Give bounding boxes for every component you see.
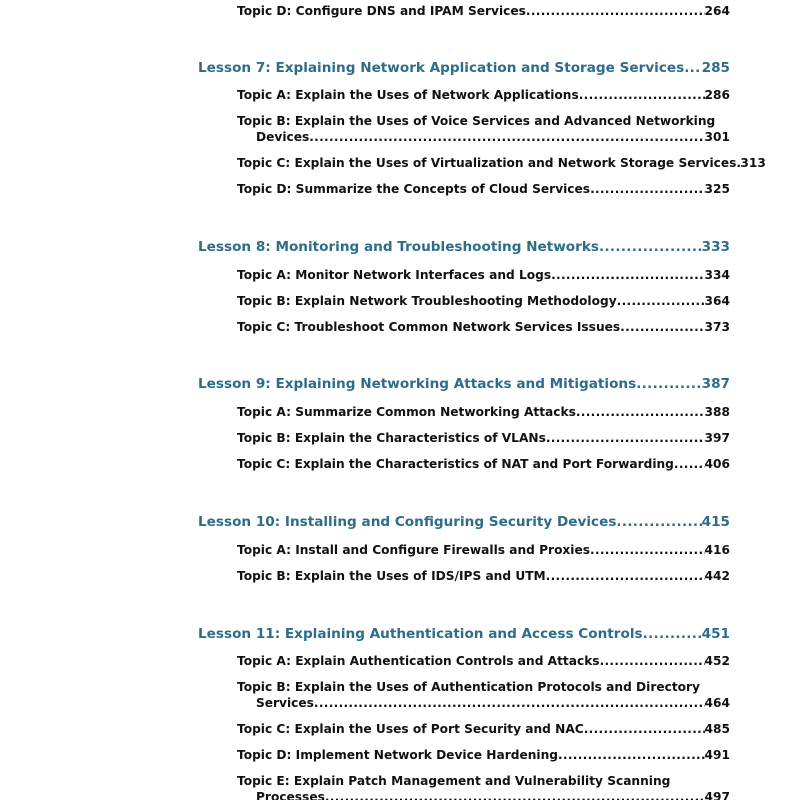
leader-dots xyxy=(309,129,704,145)
toc-lesson[interactable] xyxy=(198,626,730,642)
topic-title: Topic B: Explain the Characteristics of VLANs xyxy=(237,431,546,445)
topic-title: Topic C: Explain the Uses of Virtualization and Network Storage Services xyxy=(237,156,737,170)
leader-dots xyxy=(636,376,701,392)
page-number: 373 xyxy=(704,320,730,334)
toc-topic[interactable] xyxy=(237,87,730,103)
leader-dots xyxy=(684,60,701,76)
page-number: 301 xyxy=(704,130,730,144)
toc-topic[interactable] xyxy=(237,721,730,737)
leader-dots xyxy=(643,626,702,642)
page-number: 333 xyxy=(701,239,730,255)
leader-dots xyxy=(616,514,701,530)
page-number: 497 xyxy=(704,790,730,800)
toc-topic[interactable] xyxy=(237,679,730,711)
topic-title: Topic B: Explain the Uses of IDS/IPS and UTM xyxy=(237,569,546,583)
leader-dots xyxy=(546,568,705,584)
topic-title: Topic A: Summarize Common Networking Attacks xyxy=(237,405,576,419)
page-number: 313 xyxy=(740,156,766,170)
topic-title: Topic B: Explain the Uses of Voice Services and Advanced Networking xyxy=(237,114,716,128)
page-number: 387 xyxy=(701,376,730,392)
page-number: 485 xyxy=(704,722,730,736)
toc-topic[interactable] xyxy=(237,319,730,335)
lesson-title: Lesson 9: Explaining Networking Attacks and Mitigations xyxy=(198,376,637,392)
topic-title: Topic D: Implement Network Device Hardening xyxy=(237,748,558,762)
leader-dots xyxy=(617,293,705,309)
page-number: 364 xyxy=(704,294,730,308)
leader-dots xyxy=(620,319,704,335)
topic-title: Topic D: Summarize the Concepts of Cloud Services xyxy=(237,182,591,196)
toc-topic[interactable] xyxy=(237,3,730,19)
page-number: 452 xyxy=(704,654,730,668)
leader-dots xyxy=(600,653,705,669)
leader-dots xyxy=(546,430,705,446)
leader-dots xyxy=(579,87,705,103)
toc-topic[interactable] xyxy=(237,155,766,171)
page-number: 325 xyxy=(704,182,730,196)
lesson-title: Lesson 10: Installing and Configuring Security Devices xyxy=(198,514,617,530)
toc-topic[interactable] xyxy=(237,568,730,584)
topic-title: Topic A: Explain Authentication Controls and Attacks xyxy=(237,654,600,668)
page-number: 416 xyxy=(704,543,730,557)
topic-title-continuation: Processes xyxy=(256,790,325,800)
page-number: 397 xyxy=(704,431,730,445)
toc-lesson[interactable] xyxy=(198,376,730,392)
page-number: 334 xyxy=(704,268,730,282)
page-number: 464 xyxy=(704,696,730,710)
lesson-title: Lesson 7: Explaining Network Application and Storage Services xyxy=(198,60,685,76)
toc-lesson[interactable] xyxy=(198,239,730,255)
lesson-title: Lesson 8: Monitoring and Troubleshooting Networks xyxy=(198,239,599,255)
topic-title: Topic A: Monitor Network Interfaces and Logs xyxy=(237,268,552,282)
page-number: 406 xyxy=(704,457,730,471)
page-number: 286 xyxy=(704,88,730,102)
leader-dots xyxy=(674,456,705,472)
leader-dots xyxy=(526,3,705,19)
page-number: 491 xyxy=(704,748,730,762)
lesson-title: Lesson 11: Explaining Authentication and Access Controls xyxy=(198,626,643,642)
toc-topic[interactable] xyxy=(237,181,730,197)
leader-dots xyxy=(599,239,702,255)
toc-lesson[interactable] xyxy=(198,514,730,530)
topic-title: Topic A: Explain the Uses of Network Applications xyxy=(237,88,579,102)
topic-title: Topic D: Configure DNS and IPAM Services xyxy=(237,4,526,18)
leader-dots xyxy=(584,721,705,737)
topic-title: Topic C: Explain the Uses of Port Security and NAC xyxy=(237,722,584,736)
toc-topic[interactable] xyxy=(237,653,730,669)
topic-title: Topic B: Explain the Uses of Authentication Protocols and Directory xyxy=(237,680,700,694)
page-number: 264 xyxy=(704,4,730,18)
page-number: 451 xyxy=(701,626,730,642)
toc-topic[interactable] xyxy=(237,542,730,558)
page-number: 388 xyxy=(704,405,730,419)
toc-topic[interactable] xyxy=(237,747,730,763)
toc-topic[interactable] xyxy=(237,293,730,309)
topic-title: Topic B: Explain Network Troubleshooting Methodology xyxy=(237,294,617,308)
leader-dots xyxy=(325,789,705,800)
leader-dots xyxy=(576,404,705,420)
toc-topic[interactable] xyxy=(237,113,730,145)
page-number: 415 xyxy=(701,514,730,530)
toc-topic[interactable] xyxy=(237,773,730,800)
leader-dots xyxy=(558,747,705,763)
topic-title: Topic A: Install and Configure Firewalls and Proxies xyxy=(237,543,590,557)
toc-topic[interactable] xyxy=(237,456,730,472)
leader-dots xyxy=(590,181,704,197)
page-number: 442 xyxy=(704,569,730,583)
leader-dots xyxy=(551,267,704,283)
leader-dots xyxy=(314,695,705,711)
toc-topic[interactable] xyxy=(237,267,730,283)
toc-lesson[interactable] xyxy=(198,60,730,76)
topic-title: Topic E: Explain Patch Management and Vulnerability Scanning xyxy=(237,774,671,788)
leader-dots xyxy=(590,542,705,558)
topic-title-continuation: Services xyxy=(256,696,314,710)
topic-title-continuation: Devices xyxy=(256,130,310,144)
topic-title: Topic C: Explain the Characteristics of NAT and Port Forwarding xyxy=(237,457,674,471)
topic-title: Topic C: Troubleshoot Common Network Services Issues xyxy=(237,320,621,334)
page-number: 285 xyxy=(701,60,730,76)
toc-topic[interactable] xyxy=(237,404,730,420)
toc-topic[interactable] xyxy=(237,430,730,446)
